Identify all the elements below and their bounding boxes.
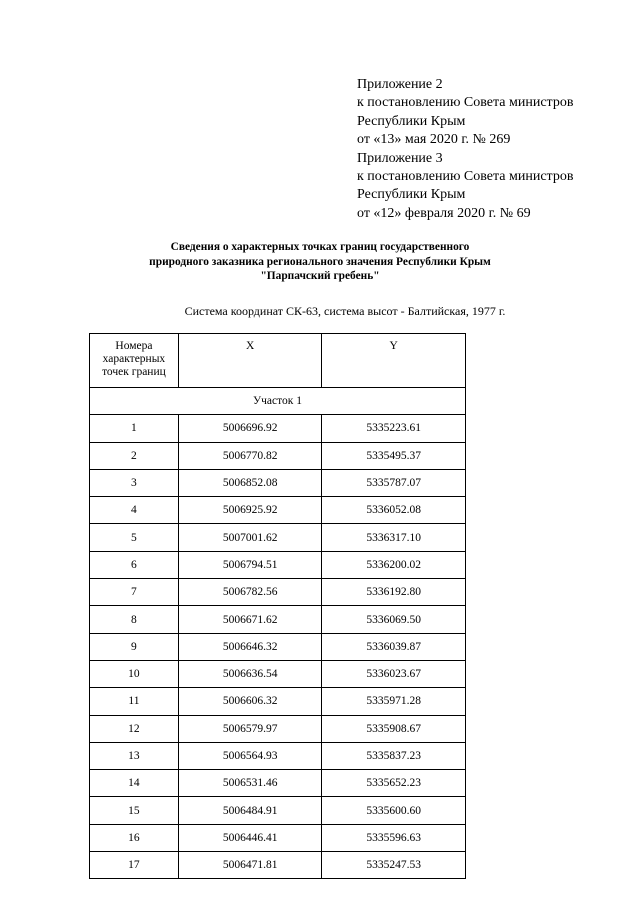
point-number-cell: 10 (90, 660, 179, 687)
x-coordinate-cell: 5006606.32 (178, 688, 322, 715)
x-coordinate-cell: 5006484.91 (178, 797, 322, 824)
title-line: Сведения о характерных точках границ государственного (170, 241, 470, 253)
point-number-cell: 12 (90, 715, 179, 742)
point-number-cell: 4 (90, 497, 179, 524)
y-coordinate-cell: 5335908.67 (322, 715, 466, 742)
point-number-cell: 3 (90, 469, 179, 496)
appendix-line: Приложение 3 (357, 150, 443, 166)
x-coordinate-cell: 5006579.97 (178, 715, 322, 742)
y-coordinate-cell: 5336200.02 (322, 551, 466, 578)
table-row (90, 469, 466, 496)
table-row (90, 551, 466, 578)
table-row (90, 852, 466, 879)
y-coordinate-cell: 5336192.80 (322, 579, 466, 606)
appendix-line: от «13» мая 2020 г. № 269 (357, 132, 511, 148)
appendix-block (357, 76, 573, 223)
table-header-row (90, 334, 466, 388)
point-number-cell: 6 (90, 551, 179, 578)
header-x: X (178, 334, 322, 388)
appendix-line: к постановлению Совета министров (357, 95, 574, 111)
coordinate-system-note: Система координат СК-63, система высот - Балтийская, 1977 г. (184, 304, 506, 318)
y-coordinate-cell: 5335600.60 (322, 797, 466, 824)
y-coordinate-cell: 5335787.07 (322, 469, 466, 496)
table-row (90, 797, 466, 824)
y-coordinate-cell: 5335247.53 (322, 852, 466, 879)
y-coordinate-cell: 5336023.67 (322, 660, 466, 687)
table-row (90, 442, 466, 469)
section-label: Участок 1 (90, 388, 466, 415)
point-number-cell: 14 (90, 770, 179, 797)
boundary-points-table (89, 333, 466, 879)
table-row (90, 633, 466, 660)
x-coordinate-cell: 5006925.92 (178, 497, 322, 524)
y-coordinate-cell: 5335837.23 (322, 742, 466, 769)
appendix-line: к постановлению Совета министров (357, 169, 574, 185)
y-coordinate-cell: 5336052.08 (322, 497, 466, 524)
x-coordinate-cell: 5006636.54 (178, 660, 322, 687)
table-row (90, 579, 466, 606)
title-line: природного заказника регионального значения Республики Крым (149, 255, 491, 268)
y-coordinate-cell: 5335223.61 (322, 415, 466, 442)
x-coordinate-cell: 5006782.56 (178, 579, 322, 606)
x-coordinate-cell: 5007001.62 (178, 524, 322, 551)
y-coordinate-cell: 5335652.23 (322, 770, 466, 797)
point-number-cell: 5 (90, 524, 179, 551)
table-row (90, 497, 466, 524)
table-row (90, 824, 466, 851)
point-number-cell: 2 (90, 442, 179, 469)
title-line: "Парпачский гребень" (260, 270, 380, 283)
x-coordinate-cell: 5006794.51 (178, 551, 322, 578)
point-number-cell: 15 (90, 797, 179, 824)
y-coordinate-cell: 5336039.87 (322, 633, 466, 660)
appendix-line: Республики Крым (357, 113, 466, 129)
y-coordinate-cell: 5335596.63 (322, 824, 466, 851)
x-coordinate-cell: 5006446.41 (178, 824, 322, 851)
header-y: Y (322, 334, 466, 388)
point-number-cell: 9 (90, 633, 179, 660)
section-row (90, 388, 466, 415)
appendix-line: от «12» февраля 2020 г. № 69 (357, 205, 531, 221)
y-coordinate-cell: 5335971.28 (322, 688, 466, 715)
table-row (90, 660, 466, 687)
document-title (0, 240, 640, 284)
table-row (90, 715, 466, 742)
point-number-cell: 11 (90, 688, 179, 715)
appendix-line: Республики Крым (357, 187, 466, 203)
table-row (90, 742, 466, 769)
point-number-cell: 1 (90, 415, 179, 442)
point-number-cell: 13 (90, 742, 179, 769)
header-point-number: Номера характерных точек границ (90, 334, 179, 388)
point-number-cell: 17 (90, 852, 179, 879)
point-number-cell: 8 (90, 606, 179, 633)
table-row (90, 415, 466, 442)
table-row (90, 606, 466, 633)
table-row (90, 770, 466, 797)
x-coordinate-cell: 5006471.81 (178, 852, 322, 879)
x-coordinate-cell: 5006646.32 (178, 633, 322, 660)
x-coordinate-cell: 5006671.62 (178, 606, 322, 633)
y-coordinate-cell: 5336069.50 (322, 606, 466, 633)
appendix-line: Приложение 2 (357, 77, 443, 92)
point-number-cell: 7 (90, 579, 179, 606)
table-row (90, 688, 466, 715)
table-row (90, 524, 466, 551)
x-coordinate-cell: 5006696.92 (178, 415, 322, 442)
x-coordinate-cell: 5006852.08 (178, 469, 322, 496)
x-coordinate-cell: 5006531.46 (178, 770, 322, 797)
x-coordinate-cell: 5006564.93 (178, 742, 322, 769)
y-coordinate-cell: 5336317.10 (322, 524, 466, 551)
y-coordinate-cell: 5335495.37 (322, 442, 466, 469)
x-coordinate-cell: 5006770.82 (178, 442, 322, 469)
point-number-cell: 16 (90, 824, 179, 851)
